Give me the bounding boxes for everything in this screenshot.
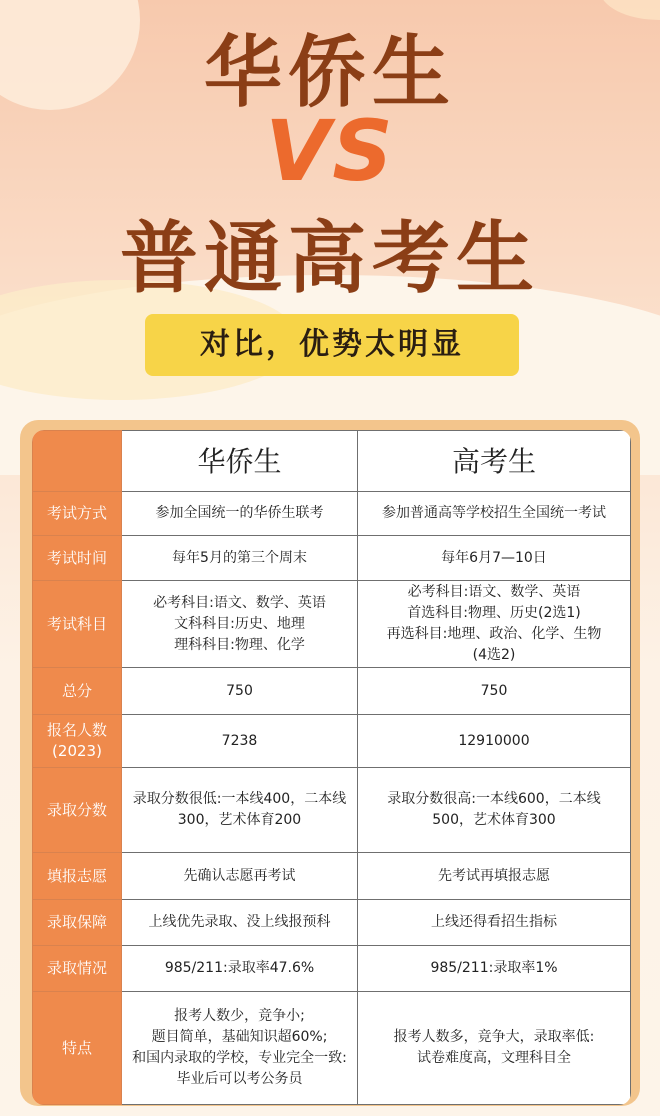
row-label: 考试科目 [33, 581, 122, 668]
cell-text: 报考人数少，竞争小; 题目简单，基础知识超60%; 和国内录取的学校，专业完全一致: 毕业后可以考公务员 [132, 1008, 347, 1087]
cell-overseas: 参加全国统一的华侨生联考 [122, 492, 358, 536]
comparison-table [32, 430, 631, 1105]
cell-gaokao: 750 [358, 668, 631, 715]
cell-overseas: 750 [122, 668, 358, 715]
cell-gaokao: 参加普通高等学校招生全国统一考试 [358, 492, 631, 536]
row-label: 录取保障 [33, 900, 122, 946]
cell-gaokao [358, 581, 631, 668]
table-header-corner [33, 431, 122, 492]
cell-gaokao [358, 992, 631, 1105]
table-row [33, 668, 631, 715]
table-header-overseas: 华侨生 [122, 431, 358, 492]
cell-overseas: 985/211:录取率47.6% [122, 946, 358, 992]
cell-gaokao: 先考试再填报志愿 [358, 853, 631, 900]
cell-gaokao: 每年6月7—10日 [358, 536, 631, 581]
title-line-1: 华侨生 [203, 28, 456, 118]
title-line-2: 普通高考生 [119, 214, 540, 304]
row-label: 填报志愿 [33, 853, 122, 900]
cell-overseas [122, 581, 358, 668]
cell-overseas: 每年5月的第三个周末 [122, 536, 358, 581]
cell-gaokao: 12910000 [358, 715, 631, 768]
comparison-table-frame [20, 420, 640, 1106]
table-row [33, 946, 631, 992]
table-row [33, 768, 631, 853]
row-label: 考试方式 [33, 492, 122, 536]
tagline-banner: 对比，优势太明显 [145, 314, 519, 376]
cell-overseas: 先确认志愿再考试 [122, 853, 358, 900]
row-label: 录取情况 [33, 946, 122, 992]
cell-gaokao: 985/211:录取率1% [358, 946, 631, 992]
cell-gaokao [358, 768, 631, 853]
cell-overseas [122, 992, 358, 1105]
table-row [33, 992, 631, 1105]
row-label: 录取分数 [33, 768, 122, 853]
row-label: 总分 [33, 668, 122, 715]
table-row [33, 492, 631, 536]
table-row [33, 536, 631, 581]
cell-gaokao: 上线还得看招生指标 [358, 900, 631, 946]
title-vs: VS [265, 102, 395, 200]
row-label: 考试时间 [33, 536, 122, 581]
row-label-text: 报名人数 (2023) [46, 721, 107, 760]
cell-overseas: 上线优先录取、没上线报预科 [122, 900, 358, 946]
cell-overseas: 7238 [122, 715, 358, 768]
table-row [33, 900, 631, 946]
row-label: 特点 [33, 992, 122, 1105]
cell-text: 报考人数多，竞争大，录取率低: 试卷难度高，文理科目全 [393, 1029, 595, 1066]
table-row [33, 715, 631, 768]
cell-text: 必考科目:语文、数学、英语 首选科目:物理、历史(2选1) 再选科目:地理、政治、化学、生物 (4选2) [386, 584, 602, 663]
table-row [33, 853, 631, 900]
cell-text: 必考科目:语文、数学、英语 文科科目:历史、地理 理科科目:物理、化学 [153, 594, 326, 653]
row-label [33, 715, 122, 768]
table-header-gaokao: 高考生 [358, 431, 631, 492]
table-row [33, 581, 631, 668]
cell-text: 录取分数很低:一本线400，二本线 300，艺术体育200 [132, 791, 347, 828]
cell-text: 录取分数很高:一本线600，二本线 500，艺术体育300 [387, 791, 601, 828]
cell-overseas [122, 768, 358, 853]
